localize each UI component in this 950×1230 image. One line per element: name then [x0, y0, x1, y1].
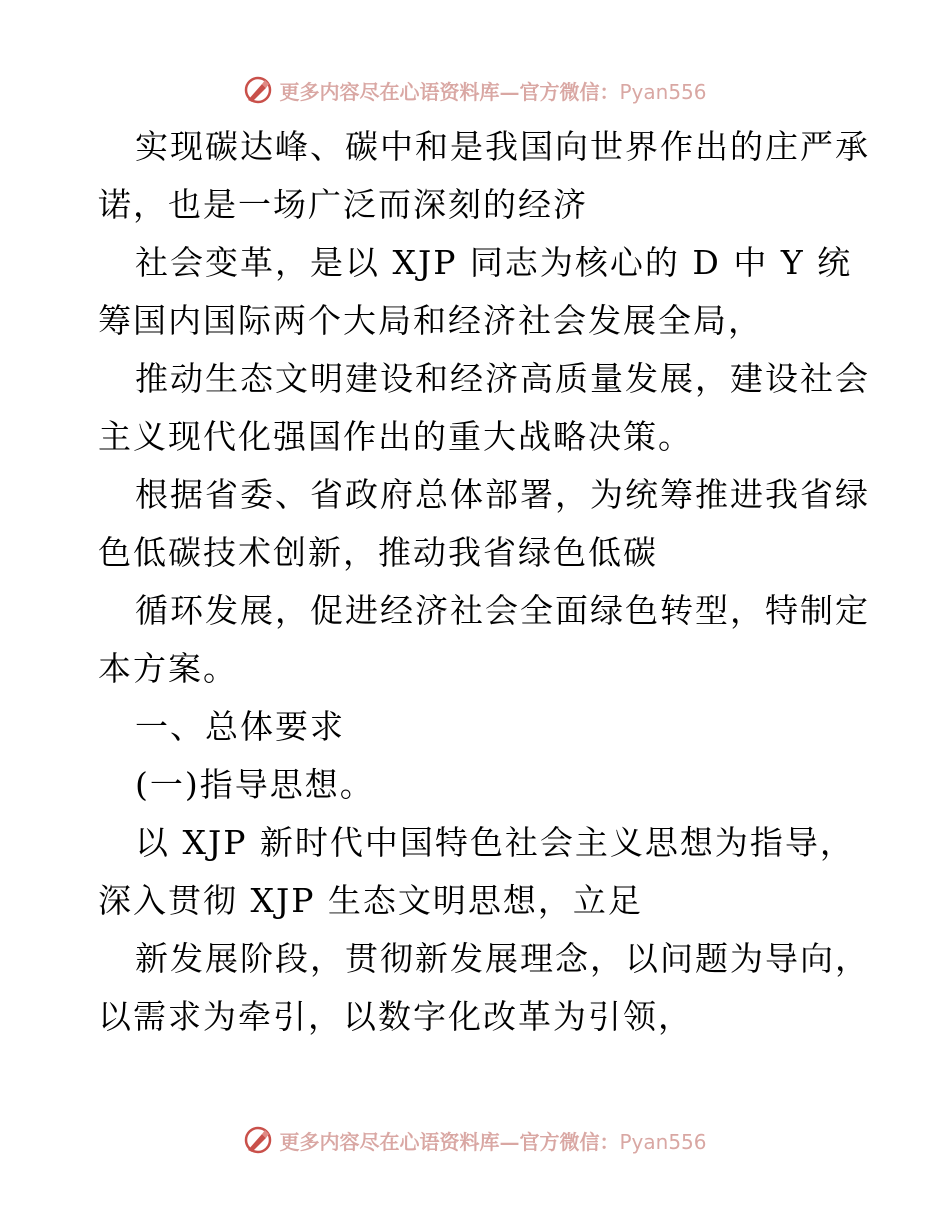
- footer-watermark: [0, 1120, 950, 1160]
- section-heading: 一、总体要求: [135, 707, 345, 746]
- paragraph-line: 本方案。: [98, 649, 238, 688]
- pen-logo-icon: [243, 75, 273, 105]
- paragraph-line: 主义现代化强国作出的重大战略决策。: [98, 417, 693, 456]
- header-watermark-text: [279, 76, 706, 105]
- paragraph-line: 新发展阶段，贯彻新发展理念，以问题为导向，: [135, 939, 870, 978]
- paragraph-line: 诺，也是一场广泛而深刻的经济: [98, 185, 588, 224]
- header-watermark-label: 更多内容尽在心语资料库—官方微信：: [279, 79, 620, 104]
- paragraph-line: 深入贯彻 XJP 生态文明思想，立足: [98, 881, 643, 920]
- header-account: Pyan556: [619, 79, 707, 104]
- paragraph-line: 色低碳技术创新，推动我省绿色低碳: [98, 533, 658, 572]
- paragraph-line: 根据省委、省政府总体部署，为统筹推进我省绿: [135, 475, 870, 514]
- paragraph-line: 以 XJP 新时代中国特色社会主义思想为指导，: [135, 823, 855, 862]
- document-body: [98, 118, 870, 1046]
- paragraph-line: 社会变革，是以 XJP 同志为核心的 D 中 Y 统: [135, 243, 853, 282]
- paragraph-line: 筹国内国际两个大局和经济社会发展全局，: [98, 301, 763, 340]
- paragraph-line: 推动生态文明建设和经济高质量发展，建设社会: [135, 359, 870, 398]
- subsection-heading: (一)指导思想。: [135, 765, 375, 804]
- header-watermark: [0, 70, 950, 110]
- footer-watermark-label: 更多内容尽在心语资料库—官方微信：: [279, 1129, 620, 1154]
- pen-logo-icon: [243, 1125, 273, 1155]
- paragraph-line: 循环发展，促进经济社会全面绿色转型，特制定: [135, 591, 870, 630]
- paragraph-line: 实现碳达峰、碳中和是我国向世界作出的庄严承: [135, 127, 870, 166]
- footer-account: Pyan556: [619, 1129, 707, 1154]
- footer-watermark-text: [279, 1126, 706, 1155]
- paragraph-line: 以需求为牵引，以数字化改革为引领，: [98, 997, 693, 1036]
